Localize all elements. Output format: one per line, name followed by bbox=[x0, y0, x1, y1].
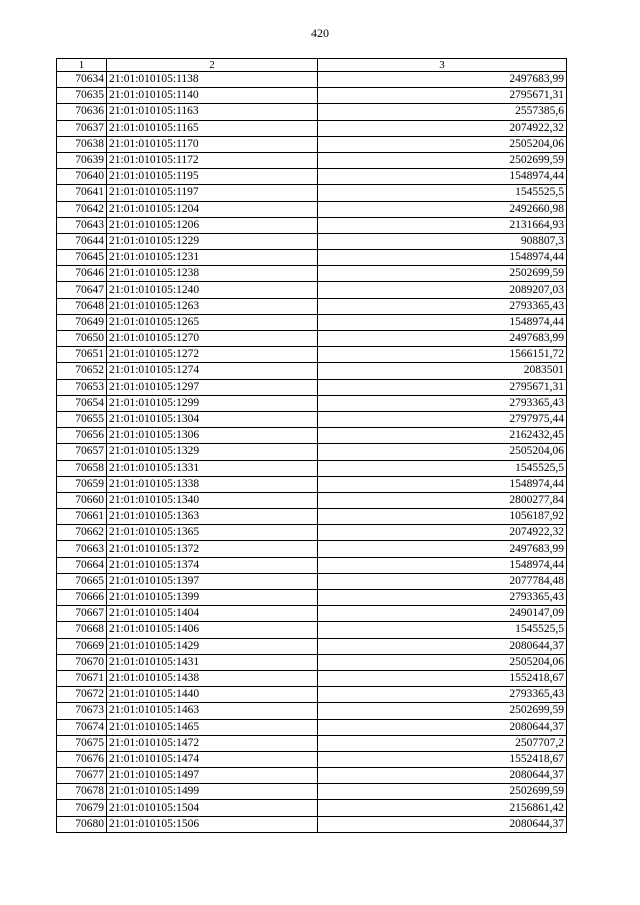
cadastral-number-cell: 21:01:010105:1204 bbox=[107, 201, 318, 217]
cadastral-number-cell: 21:01:010105:1197 bbox=[107, 185, 318, 201]
row-number-cell: 70634 bbox=[57, 72, 107, 88]
cadastral-value-cell: 2793365,43 bbox=[318, 590, 567, 606]
table-row bbox=[57, 298, 567, 314]
cadastral-value-cell: 2507707,2 bbox=[318, 735, 567, 751]
cadastral-number-cell: 21:01:010105:1340 bbox=[107, 492, 318, 508]
table-row bbox=[57, 687, 567, 703]
table-row bbox=[57, 509, 567, 525]
table-row bbox=[57, 72, 567, 88]
table-row bbox=[57, 622, 567, 638]
cadastral-number-cell: 21:01:010105:1306 bbox=[107, 428, 318, 444]
table-row bbox=[57, 638, 567, 654]
cadastral-value-cell: 1548974,44 bbox=[318, 250, 567, 266]
row-number-cell: 70646 bbox=[57, 266, 107, 282]
row-number-cell: 70670 bbox=[57, 654, 107, 670]
cadastral-value-cell: 2793365,43 bbox=[318, 395, 567, 411]
cadastral-number-cell: 21:01:010105:1429 bbox=[107, 638, 318, 654]
cadastral-number-cell: 21:01:010105:1272 bbox=[107, 347, 318, 363]
cadastral-value-cell: 1566151,72 bbox=[318, 347, 567, 363]
cadastral-value-cell: 1545525,5 bbox=[318, 460, 567, 476]
cadastral-number-cell: 21:01:010105:1374 bbox=[107, 557, 318, 573]
row-number-cell: 70649 bbox=[57, 314, 107, 330]
cadastral-value-cell: 2131664,93 bbox=[318, 217, 567, 233]
cadastral-value-cell: 2080644,37 bbox=[318, 638, 567, 654]
table-row bbox=[57, 104, 567, 120]
cadastral-value-cell: 2505204,06 bbox=[318, 654, 567, 670]
cadastral-value-cell: 1545525,5 bbox=[318, 185, 567, 201]
cadastral-number-cell: 21:01:010105:1165 bbox=[107, 120, 318, 136]
row-number-cell: 70636 bbox=[57, 104, 107, 120]
cadastral-number-cell: 21:01:010105:1195 bbox=[107, 169, 318, 185]
cadastral-value-cell: 2502699,59 bbox=[318, 784, 567, 800]
table-body bbox=[57, 72, 567, 833]
cadastral-number-cell: 21:01:010105:1465 bbox=[107, 719, 318, 735]
table-row bbox=[57, 768, 567, 784]
cadastral-number-cell: 21:01:010105:1506 bbox=[107, 816, 318, 832]
row-number-cell: 70667 bbox=[57, 606, 107, 622]
row-number-cell: 70647 bbox=[57, 282, 107, 298]
cadastral-number-cell: 21:01:010105:1474 bbox=[107, 751, 318, 767]
row-number-cell: 70663 bbox=[57, 541, 107, 557]
cadastral-value-cell: 2074922,32 bbox=[318, 120, 567, 136]
cadastral-number-cell: 21:01:010105:1140 bbox=[107, 88, 318, 104]
table-row bbox=[57, 233, 567, 249]
table-row bbox=[57, 800, 567, 816]
cadastral-value-cell: 2080644,37 bbox=[318, 816, 567, 832]
row-number-cell: 70655 bbox=[57, 411, 107, 427]
cadastral-value-cell: 2795671,31 bbox=[318, 88, 567, 104]
cadastral-number-cell: 21:01:010105:1504 bbox=[107, 800, 318, 816]
cadastral-number-cell: 21:01:010105:1329 bbox=[107, 444, 318, 460]
cadastral-value-cell: 1548974,44 bbox=[318, 476, 567, 492]
row-number-cell: 70664 bbox=[57, 557, 107, 573]
row-number-cell: 70641 bbox=[57, 185, 107, 201]
cadastral-number-cell: 21:01:010105:1404 bbox=[107, 606, 318, 622]
cadastral-number-cell: 21:01:010105:1472 bbox=[107, 735, 318, 751]
cadastral-value-cell: 2502699,59 bbox=[318, 152, 567, 168]
cadastral-value-cell: 1552418,67 bbox=[318, 670, 567, 686]
table-row bbox=[57, 444, 567, 460]
table-row bbox=[57, 185, 567, 201]
row-number-cell: 70671 bbox=[57, 670, 107, 686]
cadastral-value-cell: 2080644,37 bbox=[318, 719, 567, 735]
cadastral-value-cell: 2156861,42 bbox=[318, 800, 567, 816]
cadastral-number-cell: 21:01:010105:1463 bbox=[107, 703, 318, 719]
row-number-cell: 70673 bbox=[57, 703, 107, 719]
row-number-cell: 70676 bbox=[57, 751, 107, 767]
row-number-cell: 70672 bbox=[57, 687, 107, 703]
row-number-cell: 70674 bbox=[57, 719, 107, 735]
column-header-1: 1 bbox=[57, 59, 107, 72]
row-number-cell: 70659 bbox=[57, 476, 107, 492]
row-number-cell: 70660 bbox=[57, 492, 107, 508]
row-number-cell: 70638 bbox=[57, 136, 107, 152]
cadastral-number-cell: 21:01:010105:1438 bbox=[107, 670, 318, 686]
table-row bbox=[57, 201, 567, 217]
cadastral-value-cell: 2502699,59 bbox=[318, 266, 567, 282]
table-row bbox=[57, 654, 567, 670]
cadastral-number-cell: 21:01:010105:1397 bbox=[107, 573, 318, 589]
row-number-cell: 70669 bbox=[57, 638, 107, 654]
row-number-cell: 70637 bbox=[57, 120, 107, 136]
table-row bbox=[57, 590, 567, 606]
row-number-cell: 70643 bbox=[57, 217, 107, 233]
cadastral-value-cell: 2497683,99 bbox=[318, 331, 567, 347]
row-number-cell: 70635 bbox=[57, 88, 107, 104]
cadastral-value-cell: 2505204,06 bbox=[318, 136, 567, 152]
cadastral-value-cell: 2492660,98 bbox=[318, 201, 567, 217]
table-row bbox=[57, 541, 567, 557]
cadastral-value-cell: 1548974,44 bbox=[318, 169, 567, 185]
table-row bbox=[57, 266, 567, 282]
row-number-cell: 70679 bbox=[57, 800, 107, 816]
row-number-cell: 70680 bbox=[57, 816, 107, 832]
page-number: 420 bbox=[311, 26, 329, 40]
row-number-cell: 70650 bbox=[57, 331, 107, 347]
cadastral-number-cell: 21:01:010105:1265 bbox=[107, 314, 318, 330]
row-number-cell: 70654 bbox=[57, 395, 107, 411]
table-row bbox=[57, 460, 567, 476]
table-row bbox=[57, 169, 567, 185]
cadastral-value-cell: 1545525,5 bbox=[318, 622, 567, 638]
cadastral-number-cell: 21:01:010105:1338 bbox=[107, 476, 318, 492]
table-row bbox=[57, 282, 567, 298]
table-row bbox=[57, 363, 567, 379]
cadastral-number-cell: 21:01:010105:1231 bbox=[107, 250, 318, 266]
table-row bbox=[57, 573, 567, 589]
row-number-cell: 70665 bbox=[57, 573, 107, 589]
row-number-cell: 70648 bbox=[57, 298, 107, 314]
row-number-cell: 70642 bbox=[57, 201, 107, 217]
table-row bbox=[57, 816, 567, 832]
cadastral-number-cell: 21:01:010105:1499 bbox=[107, 784, 318, 800]
row-number-cell: 70678 bbox=[57, 784, 107, 800]
cadastral-number-cell: 21:01:010105:1263 bbox=[107, 298, 318, 314]
table-row bbox=[57, 411, 567, 427]
row-number-cell: 70668 bbox=[57, 622, 107, 638]
cadastral-value-cell: 2490147,09 bbox=[318, 606, 567, 622]
cadastral-value-cell: 1548974,44 bbox=[318, 557, 567, 573]
column-header-2: 2 bbox=[107, 59, 318, 72]
cadastral-number-cell: 21:01:010105:1206 bbox=[107, 217, 318, 233]
table-row bbox=[57, 152, 567, 168]
cadastral-number-cell: 21:01:010105:1497 bbox=[107, 768, 318, 784]
table-row bbox=[57, 784, 567, 800]
cadastral-number-cell: 21:01:010105:1431 bbox=[107, 654, 318, 670]
cadastral-value-cell: 2497683,99 bbox=[318, 72, 567, 88]
cadastral-number-cell: 21:01:010105:1440 bbox=[107, 687, 318, 703]
header-row bbox=[57, 59, 567, 72]
row-number-cell: 70652 bbox=[57, 363, 107, 379]
table-row bbox=[57, 735, 567, 751]
cadastral-value-cell: 2505204,06 bbox=[318, 444, 567, 460]
cadastral-value-cell: 2083501 bbox=[318, 363, 567, 379]
row-number-cell: 70644 bbox=[57, 233, 107, 249]
table-row bbox=[57, 492, 567, 508]
cadastral-value-cell: 2077784,48 bbox=[318, 573, 567, 589]
cadastral-value-cell: 2074922,32 bbox=[318, 525, 567, 541]
table-row bbox=[57, 703, 567, 719]
table-row bbox=[57, 606, 567, 622]
table-row bbox=[57, 88, 567, 104]
row-number-cell: 70661 bbox=[57, 509, 107, 525]
cadastral-number-cell: 21:01:010105:1406 bbox=[107, 622, 318, 638]
cadastral-value-cell: 2800277,84 bbox=[318, 492, 567, 508]
cadastral-number-cell: 21:01:010105:1399 bbox=[107, 590, 318, 606]
cadastral-number-cell: 21:01:010105:1297 bbox=[107, 379, 318, 395]
cadastral-value-cell: 2797975,44 bbox=[318, 411, 567, 427]
row-number-cell: 70675 bbox=[57, 735, 107, 751]
cadastral-value-cell: 1056187,92 bbox=[318, 509, 567, 525]
row-number-cell: 70666 bbox=[57, 590, 107, 606]
cadastral-value-cell: 1548974,44 bbox=[318, 314, 567, 330]
row-number-cell: 70658 bbox=[57, 460, 107, 476]
row-number-cell: 70656 bbox=[57, 428, 107, 444]
cadastral-value-cell: 2795671,31 bbox=[318, 379, 567, 395]
cadastral-number-cell: 21:01:010105:1365 bbox=[107, 525, 318, 541]
row-number-cell: 70645 bbox=[57, 250, 107, 266]
cadastral-value-cell: 2162432,45 bbox=[318, 428, 567, 444]
cadastral-number-cell: 21:01:010105:1331 bbox=[107, 460, 318, 476]
table-header bbox=[57, 59, 567, 72]
table-row bbox=[57, 347, 567, 363]
row-number-cell: 70640 bbox=[57, 169, 107, 185]
cadastral-value-table bbox=[56, 58, 567, 833]
row-number-cell: 70639 bbox=[57, 152, 107, 168]
row-number-cell: 70657 bbox=[57, 444, 107, 460]
cadastral-value-cell: 2497683,99 bbox=[318, 541, 567, 557]
table-row bbox=[57, 670, 567, 686]
cadastral-number-cell: 21:01:010105:1170 bbox=[107, 136, 318, 152]
cadastral-value-cell: 1552418,67 bbox=[318, 751, 567, 767]
table-row bbox=[57, 250, 567, 266]
table-row bbox=[57, 314, 567, 330]
table-row bbox=[57, 379, 567, 395]
cadastral-number-cell: 21:01:010105:1372 bbox=[107, 541, 318, 557]
cadastral-value-cell: 2502699,59 bbox=[318, 703, 567, 719]
cadastral-number-cell: 21:01:010105:1299 bbox=[107, 395, 318, 411]
table-row bbox=[57, 557, 567, 573]
cadastral-value-cell: 2080644,37 bbox=[318, 768, 567, 784]
cadastral-value-cell: 908807,3 bbox=[318, 233, 567, 249]
table-row bbox=[57, 525, 567, 541]
table-row bbox=[57, 217, 567, 233]
table-row bbox=[57, 476, 567, 492]
cadastral-number-cell: 21:01:010105:1172 bbox=[107, 152, 318, 168]
table-row bbox=[57, 719, 567, 735]
row-number-cell: 70653 bbox=[57, 379, 107, 395]
cadastral-number-cell: 21:01:010105:1229 bbox=[107, 233, 318, 249]
cadastral-number-cell: 21:01:010105:1240 bbox=[107, 282, 318, 298]
cadastral-value-cell: 2557385,6 bbox=[318, 104, 567, 120]
cadastral-number-cell: 21:01:010105:1138 bbox=[107, 72, 318, 88]
table-row bbox=[57, 395, 567, 411]
cadastral-number-cell: 21:01:010105:1304 bbox=[107, 411, 318, 427]
cadastral-number-cell: 21:01:010105:1274 bbox=[107, 363, 318, 379]
cadastral-value-cell: 2793365,43 bbox=[318, 687, 567, 703]
cadastral-number-cell: 21:01:010105:1163 bbox=[107, 104, 318, 120]
column-header-3: 3 bbox=[318, 59, 567, 72]
table-row bbox=[57, 120, 567, 136]
row-number-cell: 70677 bbox=[57, 768, 107, 784]
cadastral-number-cell: 21:01:010105:1270 bbox=[107, 331, 318, 347]
cadastral-number-cell: 21:01:010105:1363 bbox=[107, 509, 318, 525]
cadastral-value-cell: 2089207,03 bbox=[318, 282, 567, 298]
table-row bbox=[57, 751, 567, 767]
table-row bbox=[57, 331, 567, 347]
table-row bbox=[57, 136, 567, 152]
cadastral-number-cell: 21:01:010105:1238 bbox=[107, 266, 318, 282]
row-number-cell: 70662 bbox=[57, 525, 107, 541]
table-row bbox=[57, 428, 567, 444]
cadastral-value-cell: 2793365,43 bbox=[318, 298, 567, 314]
row-number-cell: 70651 bbox=[57, 347, 107, 363]
